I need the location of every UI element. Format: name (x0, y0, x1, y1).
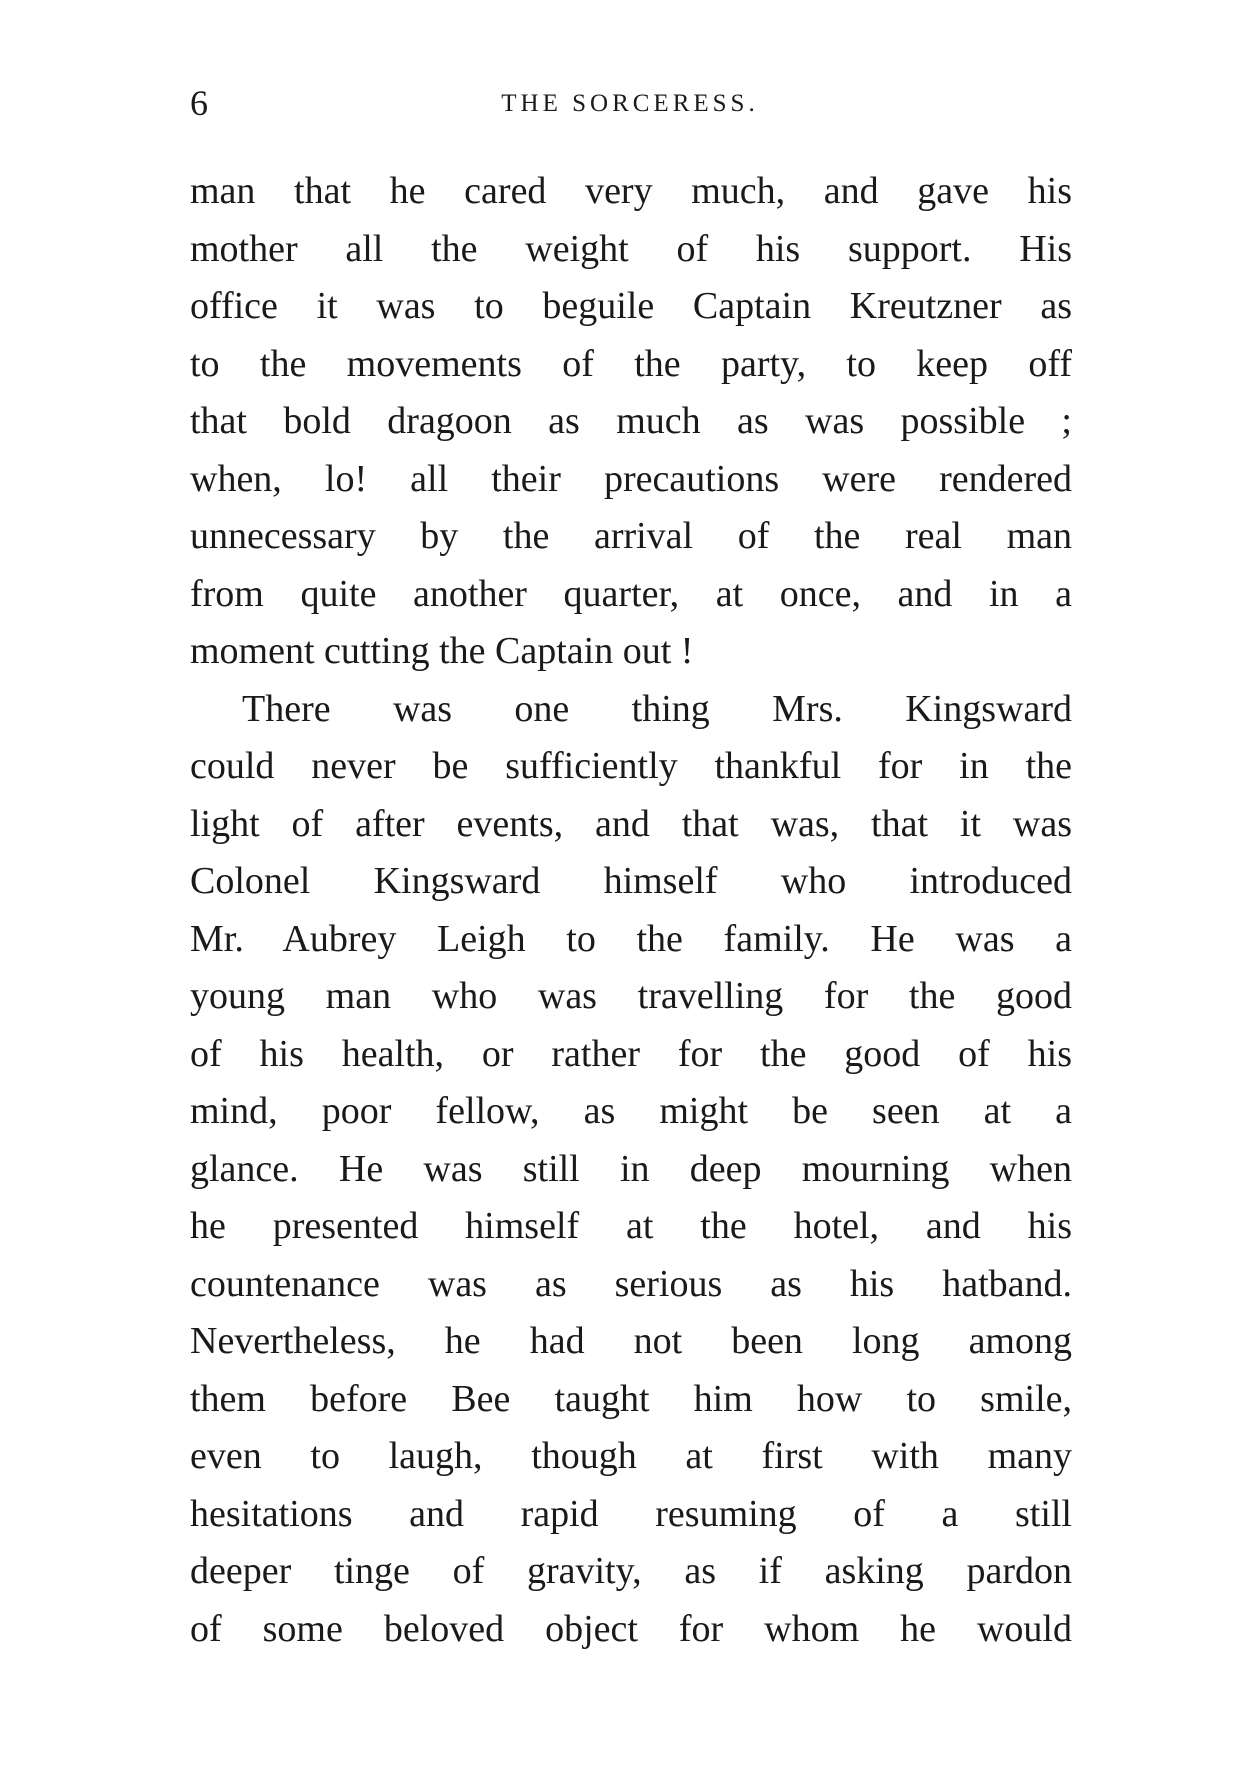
text-line: them before Bee taught him how to smile, (190, 1377, 1072, 1420)
text-line: glance. He was still in deep mourning when (190, 1147, 1072, 1190)
paragraph-end-line: moment cutting the Captain out ! (190, 630, 694, 672)
text-line: mother all the weight of his support. His (190, 227, 1072, 270)
text-line: mind, poor fellow, as might be seen at a (190, 1090, 1072, 1132)
text-line: deeper tinge of gravity, as if asking pardon (190, 1550, 1072, 1592)
text-line: from quite another quarter, at once, and in a (190, 572, 1072, 615)
text-line: when, lo! all their precautions were rendered (190, 457, 1072, 500)
text-line: man that he cared very much, and gave his (190, 170, 1072, 212)
text-line: of some beloved object for whom he would (190, 1607, 1072, 1650)
text-line: even to laugh, though at first with many (190, 1435, 1072, 1477)
text-line: unnecessary by the arrival of the real man (190, 515, 1072, 557)
text-line: that bold dragoon as much as was possible ; (190, 400, 1072, 442)
text-line: countenance was as serious as his hatband. (190, 1262, 1072, 1305)
text-line: hesitations and rapid resuming of a still (190, 1492, 1072, 1535)
paragraph-start-line: There was one thing Mrs. Kingsward (242, 687, 1072, 730)
text-line: Mr. Aubrey Leigh to the family. He was a (190, 917, 1072, 960)
body-text (190, 163, 1072, 1658)
page-number: 6 (190, 83, 208, 123)
text-line: office it was to beguile Captain Kreutzner as (190, 285, 1072, 327)
text-line: Colonel Kingsward himself who introduced (190, 860, 1072, 902)
page-header (190, 78, 1070, 128)
running-title: THE SORCERESS. (501, 90, 759, 117)
text-line: to the movements of the party, to keep off (190, 342, 1072, 385)
text-line: light of after events, and that was, that it was (190, 802, 1072, 845)
text-line: he presented himself at the hotel, and his (190, 1205, 1072, 1247)
text-line: of his health, or rather for the good of his (190, 1032, 1072, 1075)
text-line: Nevertheless, he had not been long among (190, 1320, 1072, 1362)
text-line: could never be sufficiently thankful for in the (190, 745, 1072, 787)
text-line: young man who was travelling for the good (190, 975, 1072, 1017)
